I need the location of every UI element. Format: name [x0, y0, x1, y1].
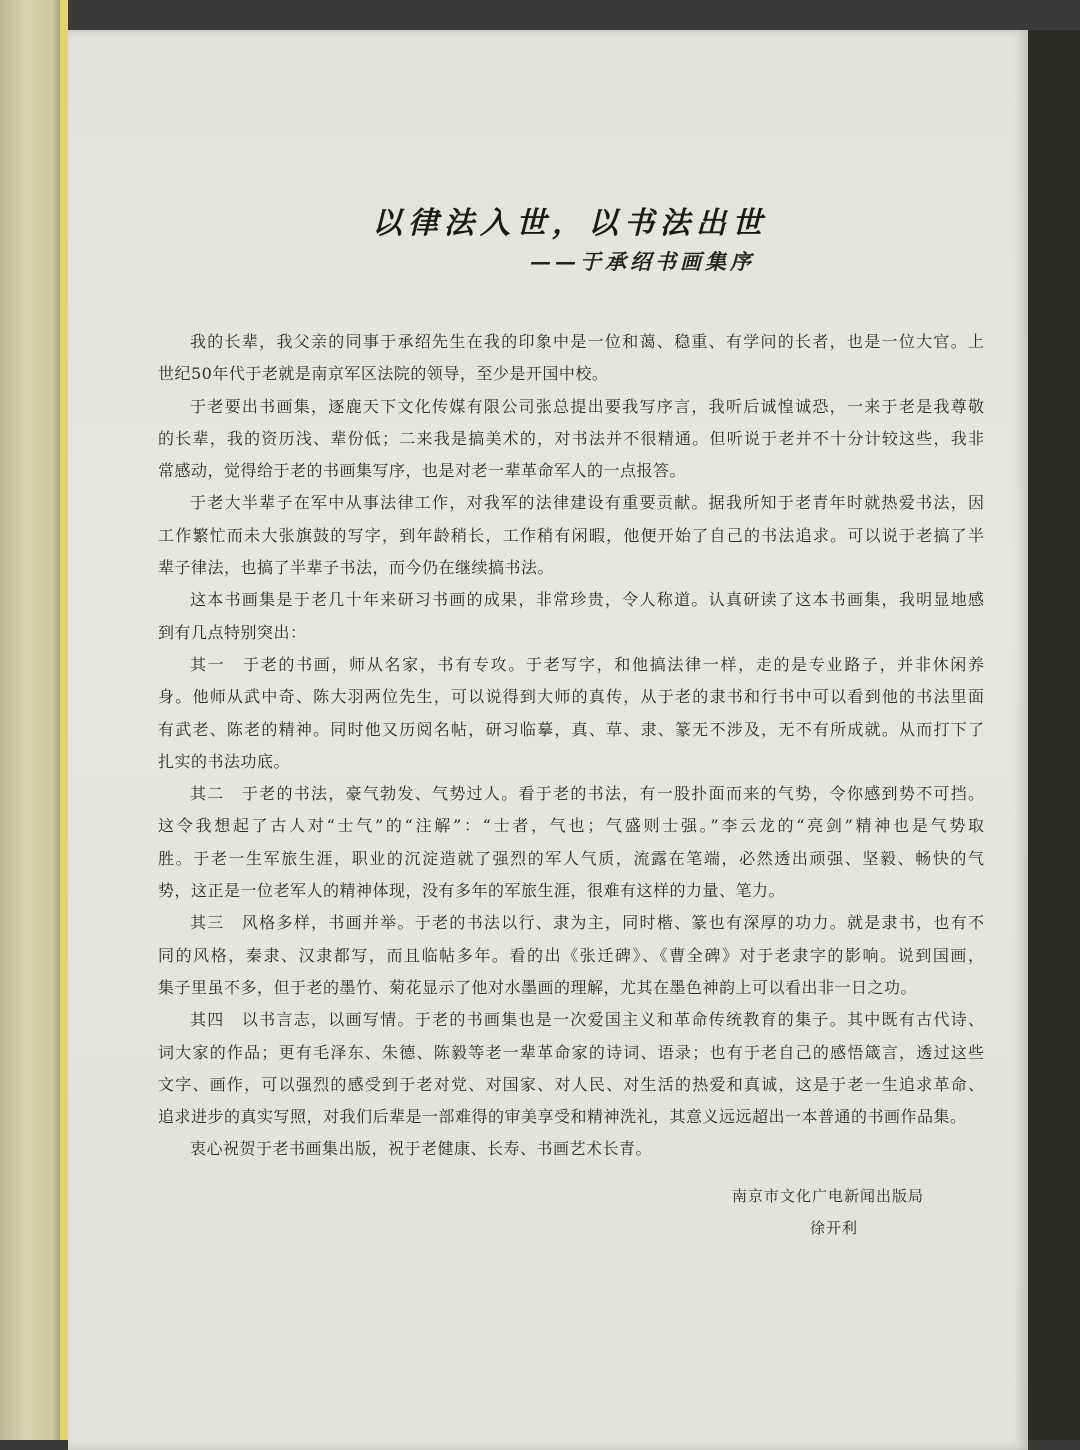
- paragraph-line: 追求进步的真实写照，对我们后辈是一部难得的审美享受和精神洗礼，其意义远远超出一本普通的书画作品集。: [158, 1107, 967, 1127]
- paragraph-line: 于老大半辈子在军中从事法律工作，对我军的法律建设有重要贡献。据我所知于老青年时就热爱书法，因: [190, 493, 984, 513]
- paragraph-line: 其四 以书言志，以画写情。于老的书画集也是一次爱国主义和革命传统教育的集子。其中既有古代诗、: [190, 1010, 984, 1030]
- paragraph-line: 同的风格，秦隶、汉隶都写，而且临帖多年。看的出《张迁碑》、《曹全碑》对于老隶字的影响。说到国画，: [158, 945, 984, 965]
- paragraph-line: 世纪50年代于老就是南京军区法院的领导，至少是开国中校。: [158, 364, 609, 384]
- paragraph-line: 势，这正是一位老军人的精神体现，没有多年的军旅生涯，很难有这样的力量、笔力。: [158, 881, 786, 901]
- paragraph-line: 辈子律法，也搞了半辈子书法，而今仍在继续搞书法。: [158, 558, 555, 578]
- signature-block: [732, 1180, 924, 1244]
- cover-spine-strip: [60, 0, 68, 1440]
- paragraph-line: 这本书画集是于老几十年来研习书画的成果，非常珍贵，令人称道。认真研读了这本书画集，我明显地感: [190, 590, 984, 610]
- paragraph-line: 其二 于老的书法，豪气勃发、气势过人。看于老的书法，有一股扑面而来的气势，令你感到势不可挡。: [190, 784, 984, 804]
- paragraph-line: 集子里虽不多，但于老的墨竹、菊花显示了他对水墨画的理解，尤其在墨色神韵上可以看出非一日之功。: [158, 977, 918, 997]
- paragraph-line: 于老要出书画集，逐鹿天下文化传媒有限公司张总提出要我写序言，我听后诚惶诚恐，一来于老是我尊敬: [190, 396, 984, 416]
- signature-name: 徐开利: [810, 1219, 859, 1237]
- preface-body: [158, 326, 984, 1166]
- paragraph-line: 这令我想起了古人对“士气”的“注解”：“士者，气也；气盛则士强。”李云龙的“亮剑”精神也是气势取: [158, 816, 984, 836]
- paragraph-line: 常感动，觉得给于老的书画集写序，也是对老一辈革命军人的一点报答。: [158, 461, 687, 481]
- paragraph-line: 其一 于老的书画，师从名家，书有专攻。于老写字，和他搞法律一样，走的是专业路子，并非休闲养: [190, 654, 984, 674]
- book-cover-edge: [0, 0, 66, 1440]
- paragraph-line: 文字、画作，可以强烈的感受到于老对党、对国家、对人民、对生活的热爱和真诚，这是于老一生追求革命、: [158, 1074, 984, 1094]
- background-shadow: [1028, 30, 1080, 1440]
- paragraph-line: 身。他师从武中奇、陈大羽两位先生，可以说得到大师的真传，从于老的隶书和行书中可以看到他的书法里面: [158, 687, 984, 707]
- page-subtitle: ——于承绍书画集序: [530, 249, 755, 274]
- page-title: 以律法入世，以书法出世: [372, 206, 768, 241]
- signature-organization: 南京市文化广电新闻出版局: [732, 1187, 925, 1205]
- paragraph-line: 衷心祝贺于老书画集出版，祝于老健康、长寿、书画艺术长青。: [190, 1139, 653, 1159]
- paragraph-line: 的长辈，我的资历浅、辈份低；二来我是搞美术的，对书法并不很精通。但听说于老并不十分计较这些，我非: [158, 428, 984, 448]
- paragraph-line: 扎实的书法功底。: [158, 751, 291, 771]
- paragraph-line: 其三 风格多样，书画并举。于老的书法以行、隶为主，同时楷、篆也有深厚的功力。就是隶书，也有不: [190, 913, 984, 933]
- paragraph-line: 词大家的作品；更有毛泽东、朱德、陈毅等老一辈革命家的诗词、语录；也有于老自己的感悟箴言，透过这些: [158, 1042, 984, 1062]
- paragraph-line: 工作繁忙而未大张旗鼓的写字，到年龄稍长，工作稍有闲暇，他便开始了自己的书法追求。可以说于老搞了半: [158, 525, 984, 545]
- paragraph-line: 有武老、陈老的精神。同时他又历阅名帖，研习临摹，真、草、隶、篆无不涉及，无不有所成就。从而打下了: [158, 719, 984, 739]
- paragraph-line: 我的长辈，我父亲的同事于承绍先生在我的印象中是一位和蔼、稳重、有学问的长者，也是一位大官。上: [190, 332, 984, 351]
- paragraph-line: 胜。于老一生军旅生涯，职业的沉淀造就了强烈的军人气质，流露在笔端，必然透出顽强、坚毅、畅快的气: [158, 848, 984, 868]
- paragraph-line: 到有几点特别突出：: [158, 622, 307, 642]
